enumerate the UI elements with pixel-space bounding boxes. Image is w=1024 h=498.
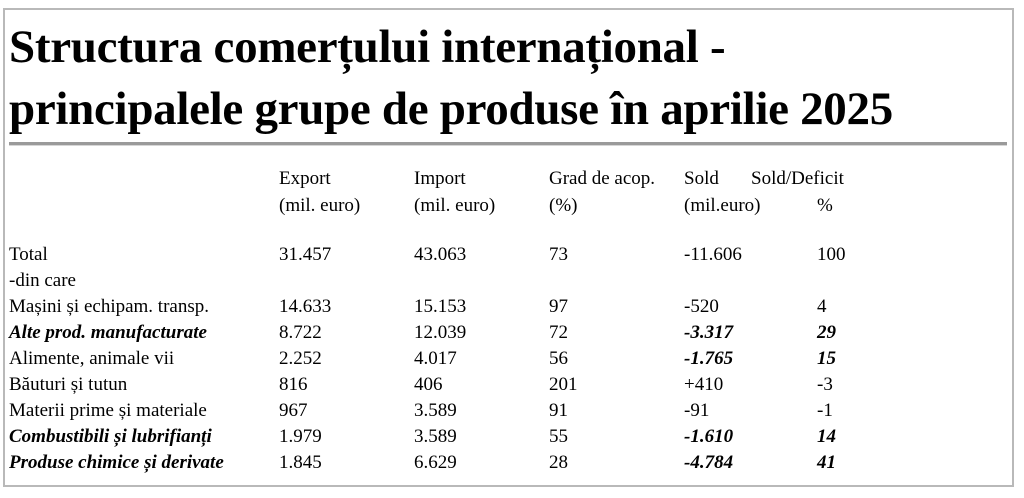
header-balance bbox=[684, 165, 761, 219]
header-import bbox=[414, 165, 495, 219]
row-balance: -520 bbox=[684, 296, 719, 317]
row-share: 29 bbox=[817, 322, 836, 343]
row-export: 1.845 bbox=[279, 452, 322, 473]
row-coverage: 28 bbox=[549, 452, 568, 473]
row-coverage: 201 bbox=[549, 374, 578, 395]
row-balance: -4.784 bbox=[684, 452, 734, 473]
row-import: 4.017 bbox=[414, 348, 457, 369]
row-import: 12.039 bbox=[414, 322, 467, 343]
row-share: 4 bbox=[817, 296, 827, 317]
row-export: 967 bbox=[279, 400, 308, 421]
row-balance: +410 bbox=[684, 374, 724, 395]
row-export: 8.722 bbox=[279, 322, 322, 343]
row-label: Materii prime și materiale bbox=[9, 400, 207, 421]
row-import: 3.589 bbox=[414, 426, 457, 447]
header-import-label: Import bbox=[414, 168, 466, 189]
row-coverage: 73 bbox=[549, 244, 568, 265]
header-import-unit: (mil. euro) bbox=[414, 195, 496, 216]
row-share: -3 bbox=[817, 374, 833, 395]
row-label: Alte prod. manufacturate bbox=[9, 322, 207, 343]
row-balance: -1.765 bbox=[684, 348, 734, 369]
header-export-unit: (mil. euro) bbox=[279, 195, 361, 216]
row-export: 1.979 bbox=[279, 426, 322, 447]
row-export: 816 bbox=[279, 374, 308, 395]
row-import: 6.629 bbox=[414, 452, 457, 473]
header-export bbox=[279, 165, 360, 219]
row-import: 15.153 bbox=[414, 296, 467, 317]
row-balance: -91 bbox=[684, 400, 710, 421]
row-export: 14.633 bbox=[279, 296, 332, 317]
title-line-2: principalele grupe de produse în aprilie 2025 bbox=[9, 83, 893, 135]
row-coverage: 55 bbox=[549, 426, 568, 447]
row-label: Produse chimice și derivate bbox=[9, 452, 224, 473]
row-label: Combustibili și lubrifianți bbox=[9, 426, 212, 447]
row-import: 406 bbox=[414, 374, 443, 395]
row-balance: -11.606 bbox=[684, 244, 742, 265]
row-label: Total bbox=[9, 244, 48, 265]
row-label: Băuturi și tutun bbox=[9, 374, 128, 395]
row-label: -din care bbox=[9, 270, 76, 291]
row-share: 14 bbox=[817, 426, 836, 447]
row-coverage: 72 bbox=[549, 322, 568, 343]
header-coverage bbox=[549, 165, 655, 219]
row-label: Mașini și echipam. transp. bbox=[9, 296, 209, 317]
row-export: 31.457 bbox=[279, 244, 332, 265]
row-export: 2.252 bbox=[279, 348, 322, 369]
row-coverage: 97 bbox=[549, 296, 568, 317]
page-title bbox=[9, 16, 1009, 140]
header-balance-label: Sold bbox=[684, 168, 719, 189]
row-balance: -1.610 bbox=[684, 426, 734, 447]
header-coverage-unit: (%) bbox=[549, 195, 578, 216]
row-share: 41 bbox=[817, 452, 836, 473]
row-balance: -3.317 bbox=[684, 322, 734, 343]
row-share: 100 bbox=[817, 244, 846, 265]
header-share-unit: % bbox=[817, 195, 833, 216]
row-share: 15 bbox=[817, 348, 836, 369]
title-line-1: Structura comerțului internațional - bbox=[9, 21, 726, 73]
header-export-label: Export bbox=[279, 168, 331, 189]
row-share: -1 bbox=[817, 400, 833, 421]
row-import: 3.589 bbox=[414, 400, 457, 421]
title-divider bbox=[9, 142, 1007, 146]
row-coverage: 56 bbox=[549, 348, 568, 369]
row-import: 43.063 bbox=[414, 244, 467, 265]
row-coverage: 91 bbox=[549, 400, 568, 421]
row-label: Alimente, animale vii bbox=[9, 348, 175, 369]
header-share-label: Sold/Deficit bbox=[751, 168, 844, 189]
header-balance-unit: (mil.euro) bbox=[684, 195, 761, 216]
header-coverage-label: Grad de acop. bbox=[549, 168, 656, 189]
